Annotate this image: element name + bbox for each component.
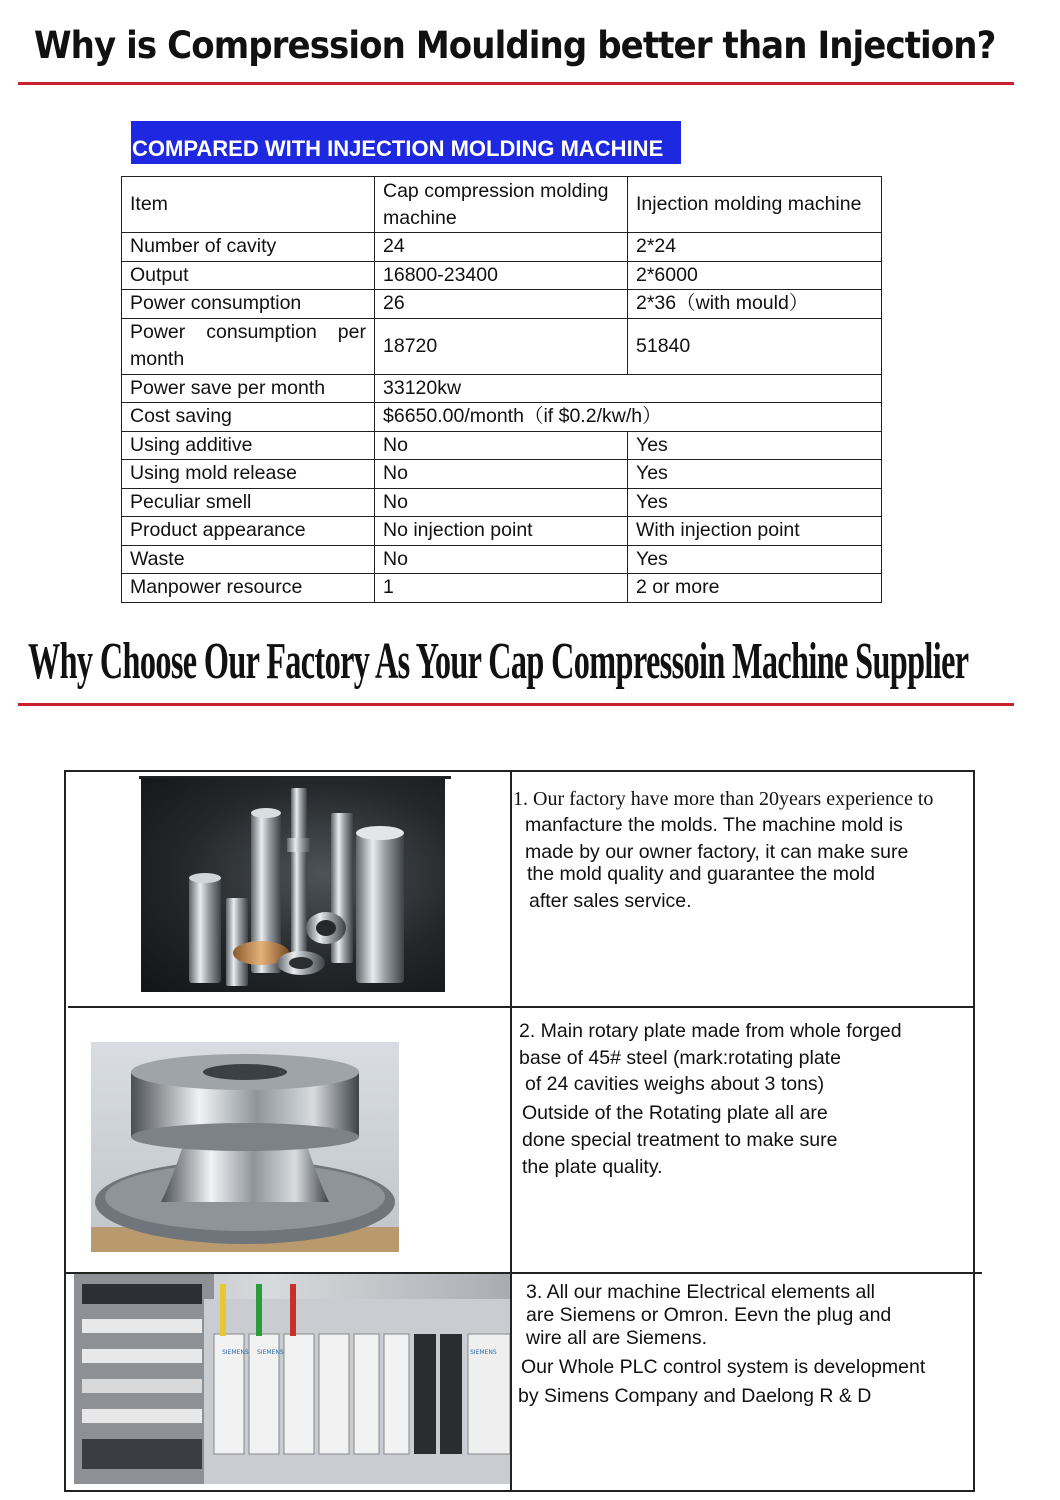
feature-1-line: made by our owner factory, it can make sure bbox=[525, 841, 909, 863]
row-compression-value: No bbox=[375, 431, 628, 460]
row-label: Using additive bbox=[122, 431, 375, 460]
row-merged-value: $6650.00/month（if $0.2/kw/h） bbox=[375, 403, 882, 432]
grid-divider-horizontal bbox=[68, 1006, 974, 1008]
table-row bbox=[122, 431, 882, 460]
table-row bbox=[122, 318, 882, 374]
row-label: Using mold release bbox=[122, 460, 375, 489]
row-injection-value: Yes bbox=[628, 460, 882, 489]
row-compression-value: 24 bbox=[375, 233, 628, 262]
row-compression-value: 16800-23400 bbox=[375, 261, 628, 290]
electrical-cabinet-illustration bbox=[74, 1274, 510, 1484]
header-injection: Injection molding machine bbox=[628, 177, 882, 233]
breaker-brand-label: SIEMENS bbox=[470, 1349, 497, 1356]
table-row bbox=[122, 261, 882, 290]
table-row bbox=[122, 233, 882, 262]
feature-3-line: Our Whole PLC control system is development bbox=[521, 1356, 926, 1378]
feature-3-line: by Simens Company and Daelong R & D bbox=[518, 1385, 872, 1407]
row-compression-value: 1 bbox=[375, 574, 628, 603]
row-merged-value: 33120kw bbox=[375, 374, 882, 403]
breaker-brand-label: SIEMENS bbox=[257, 1349, 284, 1356]
row-label: Manpower resource bbox=[122, 574, 375, 603]
breaker-brand-label: SIEMENS bbox=[222, 1349, 249, 1356]
row-injection-value: With injection point bbox=[628, 517, 882, 546]
header-item: Item bbox=[122, 177, 375, 233]
table-row bbox=[122, 403, 882, 432]
row-compression-value: No injection point bbox=[375, 517, 628, 546]
row-compression-value: No bbox=[375, 488, 628, 517]
rotary-plate-photo bbox=[91, 1042, 399, 1252]
table-row bbox=[122, 374, 882, 403]
row-injection-value: 2 or more bbox=[628, 574, 882, 603]
comparison-table bbox=[121, 176, 882, 603]
feature-2-line: done special treatment to make sure bbox=[522, 1129, 838, 1151]
row-label: Waste bbox=[122, 545, 375, 574]
feature-3-line: wire all are Siemens. bbox=[526, 1327, 707, 1349]
rotary-plate-illustration bbox=[91, 1042, 399, 1252]
mold-parts-photo bbox=[141, 778, 445, 992]
electrical-cabinet-photo bbox=[74, 1274, 510, 1484]
row-label: Peculiar smell bbox=[122, 488, 375, 517]
table-row bbox=[122, 488, 882, 517]
mold-parts-illustration bbox=[141, 778, 445, 992]
row-compression-value: 18720 bbox=[375, 318, 628, 374]
row-label: Output bbox=[122, 261, 375, 290]
section-underline bbox=[18, 703, 1014, 706]
row-label: Number of cavity bbox=[122, 233, 375, 262]
row-injection-value: Yes bbox=[628, 545, 882, 574]
table-row bbox=[122, 290, 882, 319]
feature-2-line: the plate quality. bbox=[522, 1156, 663, 1178]
table-header-row bbox=[122, 177, 882, 233]
title-underline bbox=[18, 82, 1014, 85]
row-label: Power consumption bbox=[122, 290, 375, 319]
row-injection-value: 2*6000 bbox=[628, 261, 882, 290]
feature-1-line: after sales service. bbox=[529, 890, 692, 912]
row-injection-value: 2*36（with mould） bbox=[628, 290, 882, 319]
row-injection-value: 2*24 bbox=[628, 233, 882, 262]
section-title: Why Choose Our Factory As Your Cap Compressoin Machine Supplier bbox=[28, 633, 969, 690]
row-compression-value: No bbox=[375, 460, 628, 489]
feature-2-line: of 24 cavities weighs about 3 tons) bbox=[525, 1073, 825, 1095]
feature-3-line: are Siemens or Omron. Eevn the plug and bbox=[526, 1304, 892, 1326]
row-injection-value: 51840 bbox=[628, 318, 882, 374]
row-label: Power save per month bbox=[122, 374, 375, 403]
feature-1-line: the mold quality and guarantee the mold bbox=[527, 863, 875, 885]
row-injection-value: Yes bbox=[628, 488, 882, 517]
page-title: Why is Compression Moulding better than Injection? bbox=[34, 24, 996, 67]
row-injection-value: Yes bbox=[628, 431, 882, 460]
row-label: Product appearance bbox=[122, 517, 375, 546]
row-label: Power consumption per month bbox=[122, 318, 375, 374]
row-compression-value: No bbox=[375, 545, 628, 574]
table-row bbox=[122, 460, 882, 489]
table-row bbox=[122, 517, 882, 546]
feature-1-line: manfacture the molds. The machine mold is bbox=[525, 814, 903, 836]
row-label: Cost saving bbox=[122, 403, 375, 432]
table-row bbox=[122, 545, 882, 574]
feature-3-line: 3. All our machine Electrical elements all bbox=[526, 1281, 875, 1303]
feature-1-line: 1. Our factory have more than 20years experience to bbox=[513, 788, 934, 810]
table-row bbox=[122, 574, 882, 603]
row-compression-value: 26 bbox=[375, 290, 628, 319]
feature-2-line: base of 45# steel (mark:rotating plate bbox=[519, 1047, 841, 1069]
feature-2-line: 2. Main rotary plate made from whole forged bbox=[519, 1020, 902, 1042]
feature-2-line: Outside of the Rotating plate all are bbox=[522, 1102, 828, 1124]
comparison-banner: COMPARED WITH INJECTION MOLDING MACHINE bbox=[131, 121, 681, 164]
header-compression: Cap compression molding machine bbox=[375, 177, 628, 233]
grid-divider-vertical bbox=[510, 770, 512, 1492]
